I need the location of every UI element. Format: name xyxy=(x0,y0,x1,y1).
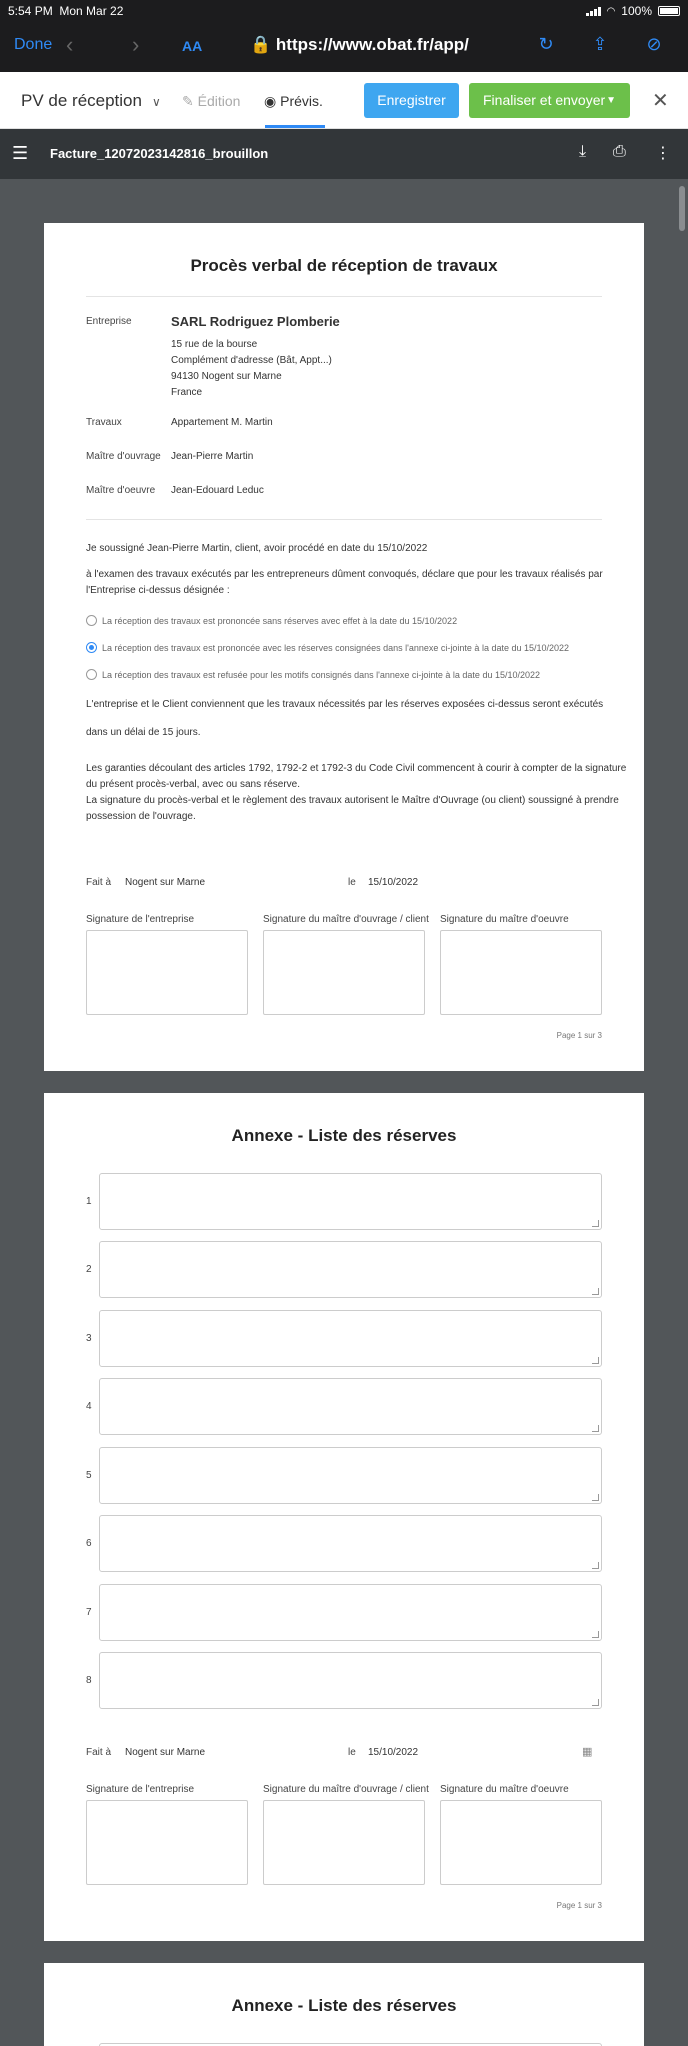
works-value: Appartement M. Martin xyxy=(171,417,273,428)
pdf-viewer-toolbar xyxy=(0,129,688,179)
fait-value: Nogent sur Marne xyxy=(125,1747,206,1758)
finalize-send-button[interactable]: Finaliser et envoyer ▼ xyxy=(469,83,630,118)
reserve-number: 1 xyxy=(86,1196,92,1207)
company-address-line: 15 rue de la bourse xyxy=(171,339,258,350)
fait-value: Nogent sur Marne xyxy=(125,877,206,888)
signature-label: Signature du maître d'oeuvre xyxy=(440,914,569,925)
reserve-textarea[interactable] xyxy=(99,1310,602,1367)
declaration-text: l'Entreprise ci-dessus désignée : xyxy=(86,585,230,596)
share-icon[interactable]: ⇪ xyxy=(592,34,608,54)
reserve-number: 8 xyxy=(86,1675,92,1686)
company-name: SARL Rodriguez Plomberie xyxy=(171,314,340,329)
tab-preview[interactable]: ◉ Prévis. xyxy=(264,93,323,109)
reserve-number: 5 xyxy=(86,1470,92,1481)
scrollbar-thumb[interactable] xyxy=(679,186,685,231)
signature-label: Signature du maître d'ouvrage / client xyxy=(263,914,429,925)
more-vertical-icon[interactable]: ⋮ xyxy=(655,145,671,162)
guarantee-text: La signature du procès-verbal et le règlement des travaux autorisent le Maître d'Ouvrage (ou client) soussigné à prendre xyxy=(86,795,619,806)
date-label: le xyxy=(348,877,356,888)
date-value: 15/10/2022 xyxy=(368,1747,419,1758)
reserve-textarea[interactable] xyxy=(99,1241,602,1298)
pdf-page-2 xyxy=(44,1093,644,1941)
divider xyxy=(86,296,602,297)
reserve-number: 2 xyxy=(86,1264,92,1275)
option-label: La réception des travaux est prononcée avec les réserves consignées dans l'annexe ci-jointe à la date du 15/10/2022 xyxy=(102,643,570,653)
fait-label: Fait à xyxy=(86,1747,112,1758)
architect-label: Maître d'oeuvre xyxy=(86,485,156,496)
owner-label: Maître d'ouvrage xyxy=(86,451,161,462)
lock-icon: 🔒 xyxy=(250,35,272,54)
status-indicators xyxy=(586,4,680,18)
architect-value: Jean-Edouard Leduc xyxy=(171,485,264,496)
signature-box-architect[interactable] xyxy=(440,1800,602,1885)
reserve-textarea[interactable] xyxy=(99,1584,602,1641)
page-title: Annexe - Liste des réserves xyxy=(231,1126,457,1145)
option-label: La réception des travaux est prononcée sans réserves avec effet à la date du 15/10/2022 xyxy=(102,616,458,626)
caret-down-icon[interactable]: ▼ xyxy=(606,95,616,106)
doc-type-dropdown[interactable]: PV de réception ∨ xyxy=(21,91,161,110)
reserve-number: 4 xyxy=(86,1401,92,1412)
date-label: le xyxy=(348,1747,356,1758)
declaration-text: Je soussigné Jean-Pierre Martin, client, avoir procédé en date du 15/10/2022 xyxy=(86,543,428,554)
reserve-number: 6 xyxy=(86,1538,92,1549)
reserve-textarea[interactable] xyxy=(99,1173,602,1230)
signature-box-company[interactable] xyxy=(86,930,248,1015)
radio-with-reserves[interactable] xyxy=(86,642,97,653)
reserve-number: 3 xyxy=(86,1333,92,1344)
signature-box-architect[interactable] xyxy=(440,930,602,1015)
close-icon[interactable]: ✕ xyxy=(652,90,669,112)
delay-text: dans un délai de 15 jours. xyxy=(86,727,201,738)
divider xyxy=(86,519,602,520)
date-value: 15/10/2022 xyxy=(368,877,419,888)
reader-aa-button[interactable]: AA xyxy=(182,38,203,54)
save-button[interactable]: Enregistrer xyxy=(364,83,459,118)
url-bar[interactable]: 🔒 https://www.obat.fr/app/ xyxy=(250,35,469,54)
guarantee-text: Les garanties découlant des articles 1792, 1792-2 et 1792-3 du Code Civil commencent à courir à compter de la signature xyxy=(86,763,627,774)
owner-value: Jean-Pierre Martin xyxy=(171,451,254,462)
battery-percent: 100% xyxy=(621,4,652,18)
agreement-text: L'entreprise et le Client conviennent que les travaux nécessités par les réserves exposées ci-dessus seront exécutés xyxy=(86,699,604,710)
signature-box-company[interactable] xyxy=(86,1800,248,1885)
status-bar xyxy=(0,0,688,20)
eye-icon: ◉ xyxy=(264,93,277,109)
reserve-textarea[interactable] xyxy=(99,1378,602,1435)
signal-icon xyxy=(586,6,601,16)
safari-toolbar xyxy=(0,20,688,72)
back-arrow-icon[interactable]: ‹ xyxy=(66,32,74,57)
page-title: Annexe - Liste des réserves xyxy=(231,1996,457,2015)
radio-refused[interactable] xyxy=(86,669,97,680)
forward-arrow-icon[interactable]: › xyxy=(132,32,140,57)
page-title: Procès verbal de réception de travaux xyxy=(190,256,498,275)
print-icon[interactable]: ⎙ xyxy=(613,143,626,160)
signature-box-client[interactable] xyxy=(263,930,425,1015)
download-icon[interactable]: ⤓ xyxy=(579,143,587,160)
declaration-text: à l'examen des travaux exécutés par les entrepreneurs dûment convoqués, déclare que pour les travaux réalisés par xyxy=(86,569,603,580)
done-button[interactable]: Done xyxy=(14,36,53,53)
company-address-line: 94130 Nogent sur Marne xyxy=(171,371,282,382)
active-tab-indicator xyxy=(265,125,325,128)
app-toolbar xyxy=(0,72,688,129)
page-number: Page 1 sur 3 xyxy=(556,1031,602,1040)
fait-label: Fait à xyxy=(86,877,112,888)
pencil-icon: ✎ xyxy=(182,93,194,109)
reload-icon[interactable]: ↻ xyxy=(538,34,554,54)
guarantee-text: possession de l'ouvrage. xyxy=(86,811,196,822)
reserve-textarea[interactable] xyxy=(99,1652,602,1709)
guarantee-text: du présent procès-verbal, avec ou sans réserve. xyxy=(86,779,300,790)
wifi-icon: ◠ xyxy=(606,5,616,17)
pdf-page-1 xyxy=(44,223,644,1071)
reserve-number: 7 xyxy=(86,1607,92,1618)
reserve-textarea[interactable] xyxy=(99,1447,602,1504)
signature-label: Signature de l'entreprise xyxy=(86,914,195,925)
battery-icon xyxy=(658,6,680,16)
company-address-line: France xyxy=(171,387,203,398)
status-time: 5:54 PM Mon Mar 22 xyxy=(8,4,124,18)
pdf-page-3 xyxy=(44,1963,644,2046)
signature-label: Signature du maître d'oeuvre xyxy=(440,1784,569,1795)
pdf-filename: Facture_12072023142816_brouillon xyxy=(50,146,269,161)
signature-label: Signature du maître d'ouvrage / client xyxy=(263,1784,429,1795)
signature-box-client[interactable] xyxy=(263,1800,425,1885)
works-label: Travaux xyxy=(86,417,122,428)
tab-edit[interactable]: ✎ Édition xyxy=(182,93,241,109)
page-number: Page 1 sur 3 xyxy=(556,1901,602,1910)
company-label: Entreprise xyxy=(86,316,132,327)
menu-icon[interactable]: ☰ xyxy=(12,143,29,163)
compass-icon[interactable]: ⊘ xyxy=(646,34,662,54)
reserve-textarea[interactable] xyxy=(99,1515,602,1572)
company-address-line: Complément d'adresse (Bât, Appt...) xyxy=(171,355,332,366)
signature-label: Signature de l'entreprise xyxy=(86,1784,195,1795)
radio-no-reserves[interactable] xyxy=(86,615,97,626)
calendar-icon[interactable]: ▦ xyxy=(582,1746,593,1758)
option-label: La réception des travaux est refusée pour les motifs consignés dans l'annexe ci-jointe à la date du 15/10/2022 xyxy=(102,670,540,680)
chevron-down-icon: ∨ xyxy=(151,95,161,109)
